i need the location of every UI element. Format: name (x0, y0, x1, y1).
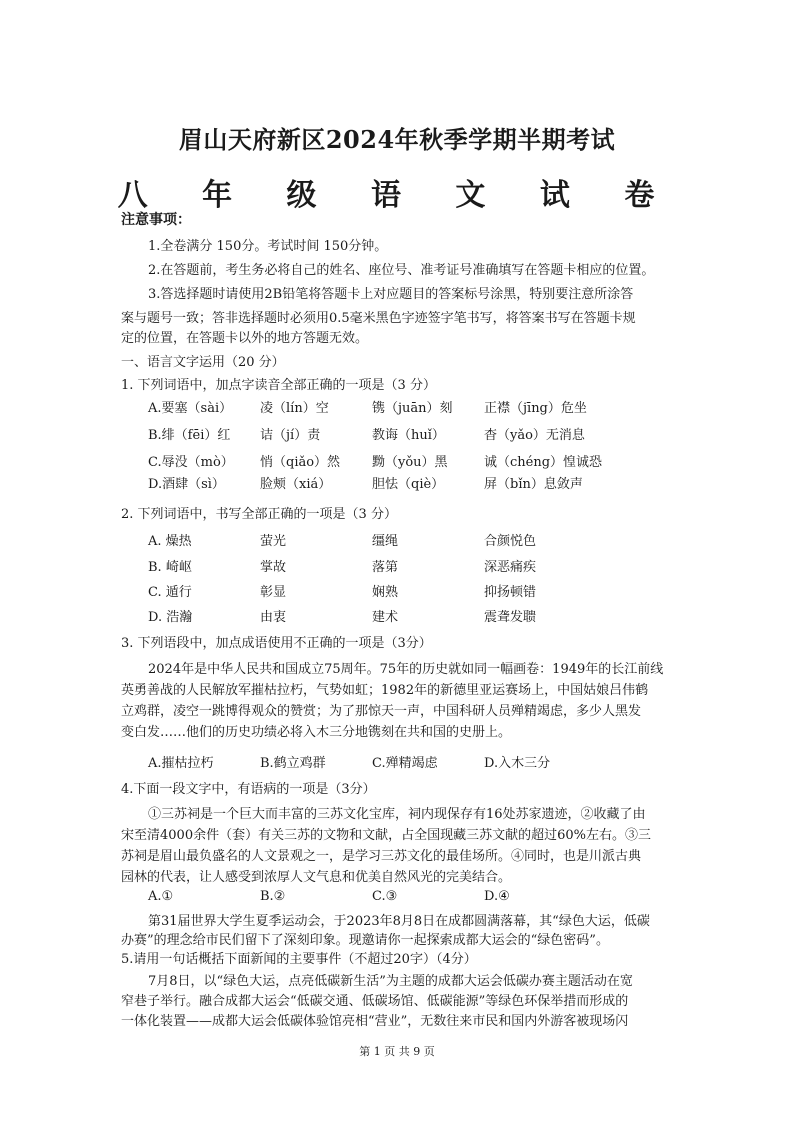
option-cell: 胆怯（qiè） (372, 477, 445, 492)
notes-item: 2.在答题前，考生务必将自己的姓名、座位号、准考证号准确填写在答题卡相应的位置。 (148, 263, 655, 278)
exam-subtitle: 八 年 级 语 文 试 卷 (117, 178, 677, 213)
option-cell: 屏（bǐn）息敛声 (484, 477, 583, 492)
passage-line: 宋至清4000余件（套）有关三苏的文物和文献，占全国现藏三苏文献的超过60%左右。③三 (121, 828, 651, 843)
question-stem: 4.下面一段文字中，有语病的一项是（3分） (121, 782, 376, 797)
option-cell: 诚（chéng）惶诚恐 (484, 455, 603, 470)
option-cell: A.摧枯拉朽 (148, 756, 214, 771)
notes-item: 定的位置，在答题卡以外的地方答题无效。 (121, 331, 369, 346)
passage-line: 立鸡群，凌空一跳博得观众的赞赏；为了那惊天一声，中国科研人员殚精竭虑，多少人黑发 (121, 704, 642, 719)
passage-line: 办赛”的理念给市民们留下了深刻印象。现邀请你一起探索成都大运会的“绿色密码”。 (121, 933, 609, 948)
question-stem: 1. 下列词语中，加点字读音全部正确的一项是（3 分） (121, 378, 436, 393)
option-cell: B.鹤立鸡群 (260, 756, 326, 771)
option-cell: 正襟（jīng）危坐 (484, 401, 587, 416)
option-cell: A.要塞（sài） (148, 401, 233, 416)
question-stem: 5.请用一句话概括下面新闻的主要事件（不超过20字）（4分） (121, 952, 477, 967)
option-cell: B. 崎岖 (148, 560, 192, 575)
option-cell: 娴熟 (372, 585, 399, 600)
question-stem: 2. 下列词语中，书写全部正确的一项是（3 分） (121, 507, 397, 522)
option-cell: 镌（juān）刻 (372, 401, 453, 416)
option-cell: C.殚精竭虑 (372, 756, 438, 771)
option-cell: 脸颊（xiá） (260, 477, 332, 492)
option-cell: 掌故 (260, 560, 287, 575)
option-cell: 缰绳 (372, 534, 399, 549)
option-cell: 萤光 (260, 534, 287, 549)
option-cell: 由衷 (260, 610, 287, 625)
notes-item: 1.全卷满分 150分。考试时间 150分钟。 (148, 239, 388, 254)
option-cell: 深恶痛疾 (484, 560, 537, 575)
notes-item: 案与题号一致；答非选择题时必须用0.5毫米黑色字迹签字笔书写，将答案书写在答题卡规 (121, 311, 636, 326)
option-cell: 诘（jí）责 (260, 428, 321, 443)
option-cell: 悄（qiǎo）然 (260, 455, 341, 470)
notes-heading: 注意事项： (121, 212, 191, 228)
option-cell: 震聋发聩 (484, 610, 537, 625)
notes-item: 3.答选择题时请使用2B铅笔将答题卡上对应题目的答案标号涂黑，特别要注意所涂答 (148, 287, 634, 302)
option-cell: A. 燥热 (148, 534, 192, 549)
page-number: 第 1 页 共 9 页 (359, 1045, 435, 1058)
option-cell: C.③ (372, 889, 398, 904)
passage-line: 7月8日，以“绿色大运，点亮低碳新生活”为主题的成都大运会低碳办赛主题活动在宽 (148, 974, 633, 989)
option-cell: C.辱没（mò） (148, 455, 234, 470)
option-cell: D. 浩瀚 (148, 610, 193, 625)
option-cell: B.绯（fēi）红 (148, 428, 231, 443)
option-cell: 彰显 (260, 585, 287, 600)
option-cell: 黝（yǒu）黑 (372, 455, 448, 470)
option-cell: 建术 (372, 610, 399, 625)
passage-line: 一体化装置——成都大运会低碳体验馆亮相“营业”，无数往来市民和国内外游客被现场闪 (121, 1014, 629, 1029)
option-cell: 凌（lín）空 (260, 401, 329, 416)
passage-line: 变白发……他们的历史功绩必将入木三分地镌刻在共和国的史册上。 (121, 725, 512, 740)
option-cell: 抑扬顿错 (484, 585, 537, 600)
passage-line: 园林的代表，让人感受到浓厚人文气息和优美自然风光的完美结合。 (121, 870, 512, 885)
passage-line: 2024年是中华人民共和国成立75周年。75年的历史就如同一幅画卷：1949年的长江前线 (148, 662, 664, 677)
option-cell: D.④ (484, 889, 510, 904)
option-cell: 落第 (372, 560, 399, 575)
option-cell: 教诲（huǐ） (372, 428, 445, 443)
exam-title: 眉山天府新区2024年秋季学期半期考试 (178, 125, 616, 154)
option-cell: 合颜悦色 (484, 534, 537, 549)
question-stem: 3. 下列语段中，加点成语使用不正确的一项是（3分） (121, 636, 432, 651)
passage-line: 苏祠是眉山最负盛名的人文景观之一，是学习三苏文化的最佳场所。④同时，也是川派古典 (121, 849, 642, 864)
passage-line: 英勇善战的人民解放军摧枯拉朽，气势如虹；1982年的新德里亚运赛场上，中国姑娘吕伟鹤 (121, 683, 649, 698)
option-cell: A.① (148, 889, 174, 904)
passage-line: ①三苏祠是一个巨大而丰富的三苏文化宝库，祠内现保存有16处苏家遗迹，②收藏了由 (148, 807, 646, 822)
option-cell: 杳（yǎo）无消息 (484, 428, 585, 443)
passage-line: 第31届世界大学生夏季运动会，于2023年8月8日在成都圆满落幕，其“绿色大运，低碳 (148, 914, 650, 929)
section-heading: 一、语言文字运用（20 分） (121, 355, 285, 370)
option-cell: C. 遁行 (148, 585, 192, 600)
passage-line: 窄巷子举行。融合成都大运会“低碳交通、低碳场馆、低碳能源”等绿色环保举措而形成的 (121, 994, 629, 1009)
option-cell: B.② (260, 889, 286, 904)
option-cell: D.酒肆（sì） (148, 477, 225, 492)
option-cell: D.入木三分 (484, 756, 551, 771)
